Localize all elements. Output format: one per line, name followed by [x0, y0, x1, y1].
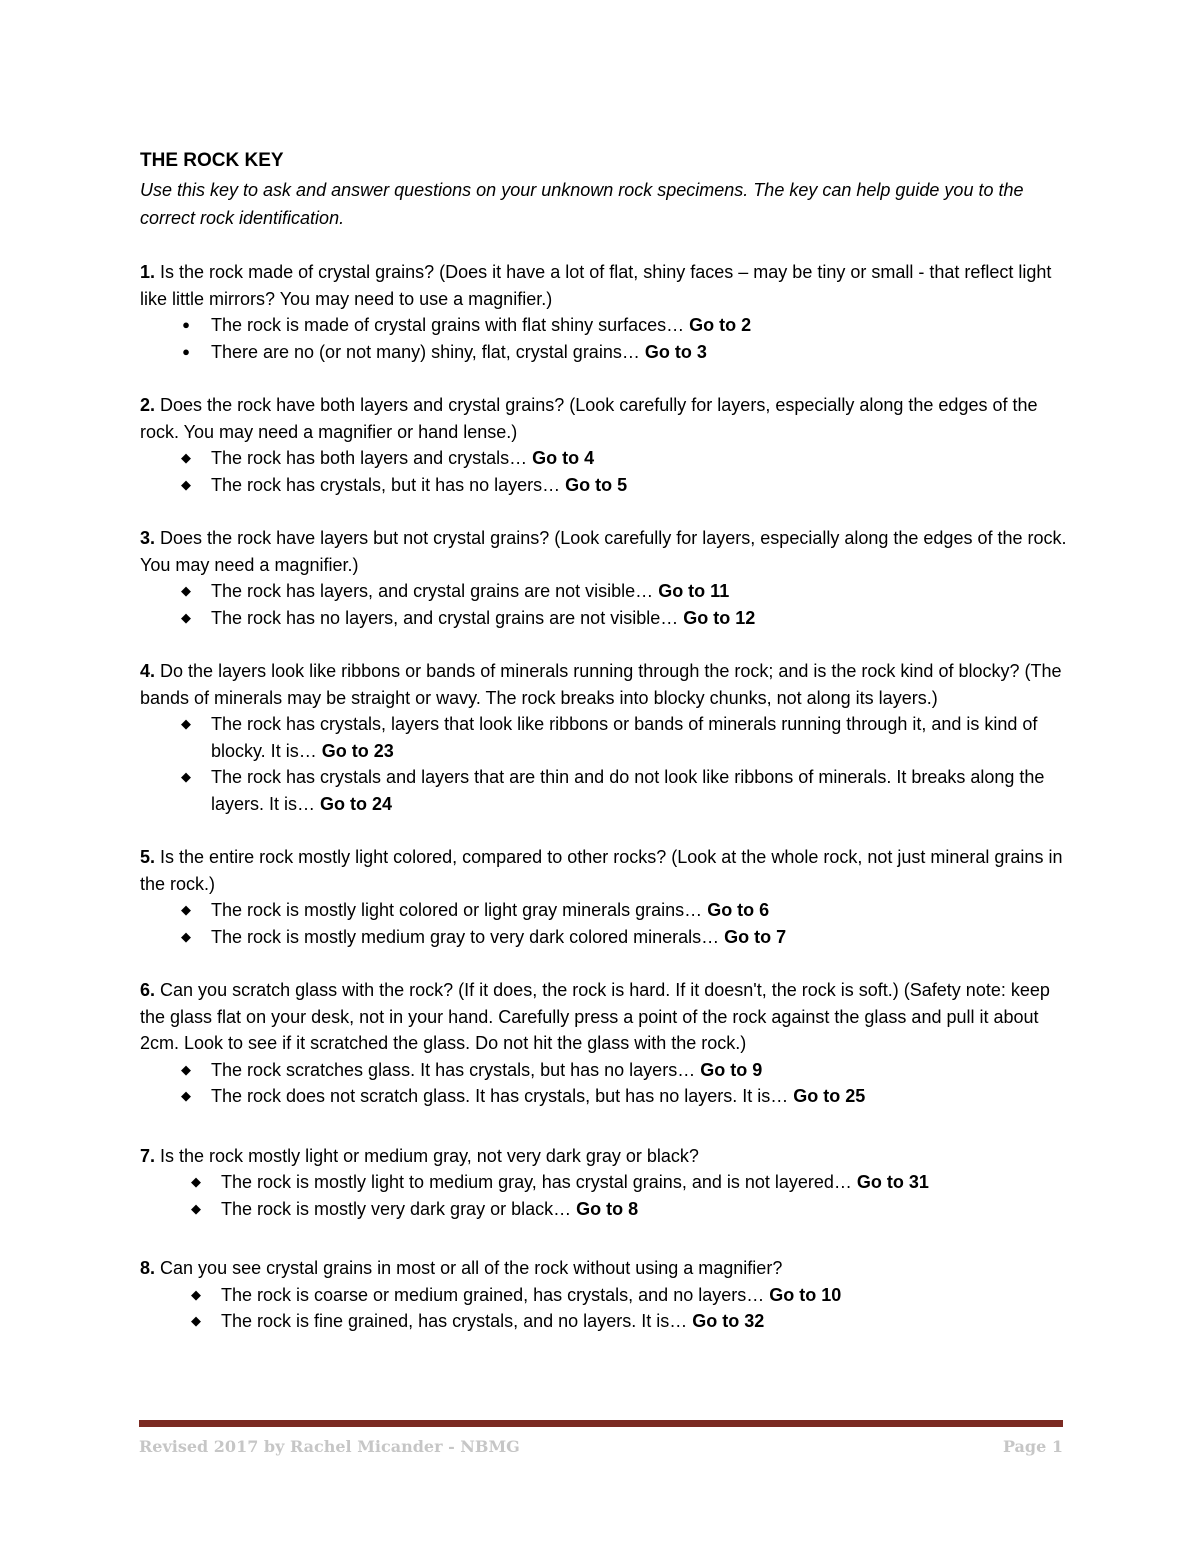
goto-reference: Go to 25	[793, 1086, 866, 1106]
goto-reference: Go to 9	[700, 1059, 763, 1080]
footer-rule	[139, 1420, 1063, 1427]
question-8	[140, 1255, 1070, 1335]
question-text	[140, 392, 1070, 445]
diamond-bullet-icon: ◆	[181, 716, 191, 731]
question-number: 5.	[140, 847, 156, 867]
question-text	[140, 658, 1070, 711]
answer-text: The rock has layers, and crystal grains are not visible…	[211, 581, 659, 601]
answer-list	[140, 312, 1070, 365]
diamond-bullet-icon: ◆	[181, 769, 191, 784]
goto-reference: Go to 8	[576, 1198, 639, 1219]
question-2	[140, 392, 1070, 498]
answer-text: The rock is mostly light to medium gray, has crystal grains, and is not layered…	[221, 1172, 857, 1192]
question-4	[140, 658, 1070, 817]
goto-reference: Go to 7	[724, 926, 787, 947]
answer-item	[140, 472, 1070, 499]
answer-item	[140, 1282, 1070, 1309]
question-number: 2.	[140, 395, 156, 415]
document-title: THE ROCK KEY	[140, 150, 284, 171]
goto-reference: Go to 23	[321, 740, 394, 761]
question-number: 6.	[140, 980, 156, 1000]
question-body: Does the rock have layers but not crystal grains? (Look carefully for layers, especially along the edges of the rock. You may need a magnifier.)	[140, 528, 1067, 575]
answer-text: The rock is mostly medium gray to very dark colored minerals…	[211, 926, 725, 947]
answer-item	[140, 605, 1070, 632]
question-number: 4.	[140, 661, 156, 681]
answer-list	[140, 1057, 1070, 1110]
question-text	[140, 977, 1070, 1057]
goto-reference: Go to 31	[856, 1172, 929, 1192]
answer-text: The rock has both layers and crystals…	[211, 448, 533, 468]
answer-text: The rock does not scratch glass. It has crystals, but has no layers. It is…	[211, 1086, 794, 1106]
answer-item	[140, 339, 1070, 366]
question-list	[140, 259, 1070, 1335]
question-body: Is the entire rock mostly light colored, compared to other rocks? (Look at the whole rock, not just mineral grains in the rock.)	[140, 847, 1063, 894]
goto-reference: Go to 12	[683, 607, 756, 628]
goto-reference: Go to 10	[769, 1284, 842, 1305]
answer-item	[140, 897, 1070, 924]
answer-item	[140, 1057, 1070, 1084]
question-body: Does the rock have both layers and crystal grains? (Look carefully for layers, especially along the edges of the rock. You may need a magnifier or hand lense.)	[140, 395, 1038, 442]
answer-text: The rock has no layers, and crystal grains are not visible…	[211, 607, 684, 628]
question-number: 3.	[140, 528, 156, 548]
question-body: Can you scratch glass with the rock? (If it does, the rock is hard. If it doesn't, the rock is soft.) (Safety note: keep the glass flat on your desk, not in your hand. Carefully press a point of the rock against the glass and pull it about 2cm. Look to see if it scratched the glass. Do not hit the glass with the rock.)	[140, 980, 1050, 1053]
question-body: Is the rock mostly light or medium gray, not very dark gray or black?	[160, 1145, 699, 1166]
question-text	[140, 525, 1070, 578]
footer-credit: Revised 2017 by Rachel Micander - NBMG	[139, 1437, 520, 1456]
diamond-bullet-icon: ◆	[181, 583, 191, 598]
answer-text: The rock is made of crystal grains with flat shiny surfaces…	[211, 315, 690, 335]
answer-text: The rock is mostly very dark gray or black…	[221, 1198, 577, 1219]
intro-text: Use this key to ask and answer questions on your unknown rock specimens. The key can help guide you to the correct rock identification.	[140, 180, 1024, 228]
question-number: 8.	[140, 1258, 156, 1278]
answer-text: The rock is coarse or medium grained, has crystals, and no layers…	[221, 1284, 770, 1305]
answer-list	[140, 578, 1070, 631]
answer-list	[140, 897, 1070, 950]
answer-text: The rock is fine grained, has crystals, and no layers. It is…	[221, 1311, 693, 1331]
question-text	[140, 1143, 1070, 1170]
question-number: 7.	[140, 1145, 156, 1166]
diamond-bullet-icon: ◆	[181, 609, 191, 625]
diamond-bullet-icon: ◆	[191, 1286, 201, 1302]
goto-reference: Go to 32	[692, 1311, 765, 1331]
question-text	[140, 844, 1070, 897]
diamond-bullet-icon: ◆	[181, 476, 191, 492]
answer-text: The rock scratches glass. It has crystals, but has no layers…	[211, 1059, 701, 1080]
page-footer	[139, 1420, 1063, 1458]
question-6	[140, 977, 1070, 1110]
answer-item	[140, 764, 1070, 817]
round-bullet-icon: ●	[182, 343, 190, 359]
round-bullet-icon: ●	[182, 317, 190, 332]
question-5	[140, 844, 1070, 950]
page-number: Page 1	[1002, 1437, 1063, 1456]
question-1	[140, 259, 1070, 365]
goto-reference: Go to 4	[532, 448, 595, 468]
answer-item	[140, 1083, 1070, 1110]
answer-text: The rock has crystals, layers that look like ribbons or bands of minerals running through it, and is kind of blocky. It is…	[211, 714, 1038, 761]
diamond-bullet-icon: ◆	[181, 450, 191, 465]
answer-list	[140, 711, 1070, 817]
answer-text: There are no (or not many) shiny, flat, crystal grains…	[211, 341, 645, 362]
goto-reference: Go to 11	[658, 581, 730, 601]
footer-row	[139, 1436, 1063, 1458]
goto-reference: Go to 6	[707, 900, 770, 920]
answer-list	[140, 1282, 1070, 1335]
question-text	[140, 259, 1070, 312]
diamond-bullet-icon: ◆	[181, 928, 191, 944]
rock-key-page	[140, 148, 1070, 1335]
answer-item	[140, 1308, 1070, 1335]
answer-item	[140, 924, 1070, 951]
question-body: Can you see crystal grains in most or all of the rock without using a magnifier?	[160, 1258, 783, 1278]
goto-reference: Go to 5	[565, 474, 628, 495]
diamond-bullet-icon: ◆	[191, 1200, 201, 1216]
diamond-bullet-icon: ◆	[191, 1313, 201, 1328]
question-body: Is the rock made of crystal grains? (Does it have a lot of flat, shiny faces – may be tiny or small - that reflect light like little mirrors? You may need to use a magnifier.)	[140, 262, 1052, 309]
answer-text: The rock has crystals, but it has no layers…	[211, 474, 566, 495]
goto-reference: Go to 24	[320, 793, 393, 814]
question-number: 1.	[140, 262, 156, 282]
answer-item	[140, 445, 1070, 472]
question-text	[140, 1255, 1070, 1282]
diamond-bullet-icon: ◆	[191, 1174, 201, 1189]
question-7	[140, 1143, 1070, 1223]
goto-reference: Go to 3	[644, 341, 707, 362]
answer-list	[140, 445, 1070, 498]
question-body: Do the layers look like ribbons or bands of minerals running through the rock; and is the rock kind of blocky? (The bands of minerals may be straight or wavy. The rock breaks into blocky chunks, not along its layers.)	[140, 661, 1062, 708]
answer-item	[140, 578, 1070, 605]
diamond-bullet-icon: ◆	[181, 1061, 191, 1077]
question-3	[140, 525, 1070, 631]
answer-item	[140, 711, 1070, 764]
diamond-bullet-icon: ◆	[181, 1088, 191, 1103]
diamond-bullet-icon: ◆	[181, 902, 191, 917]
answer-item	[140, 1196, 1070, 1223]
answer-text: The rock is mostly light colored or light gray minerals grains…	[211, 900, 708, 920]
answer-item	[140, 312, 1070, 339]
goto-reference: Go to 2	[689, 315, 752, 335]
answer-item	[140, 1169, 1070, 1196]
answer-list	[140, 1169, 1070, 1222]
answer-text: The rock has crystals and layers that are thin and do not look like ribbons of minerals. It breaks along the layers. It is…	[211, 767, 1045, 814]
